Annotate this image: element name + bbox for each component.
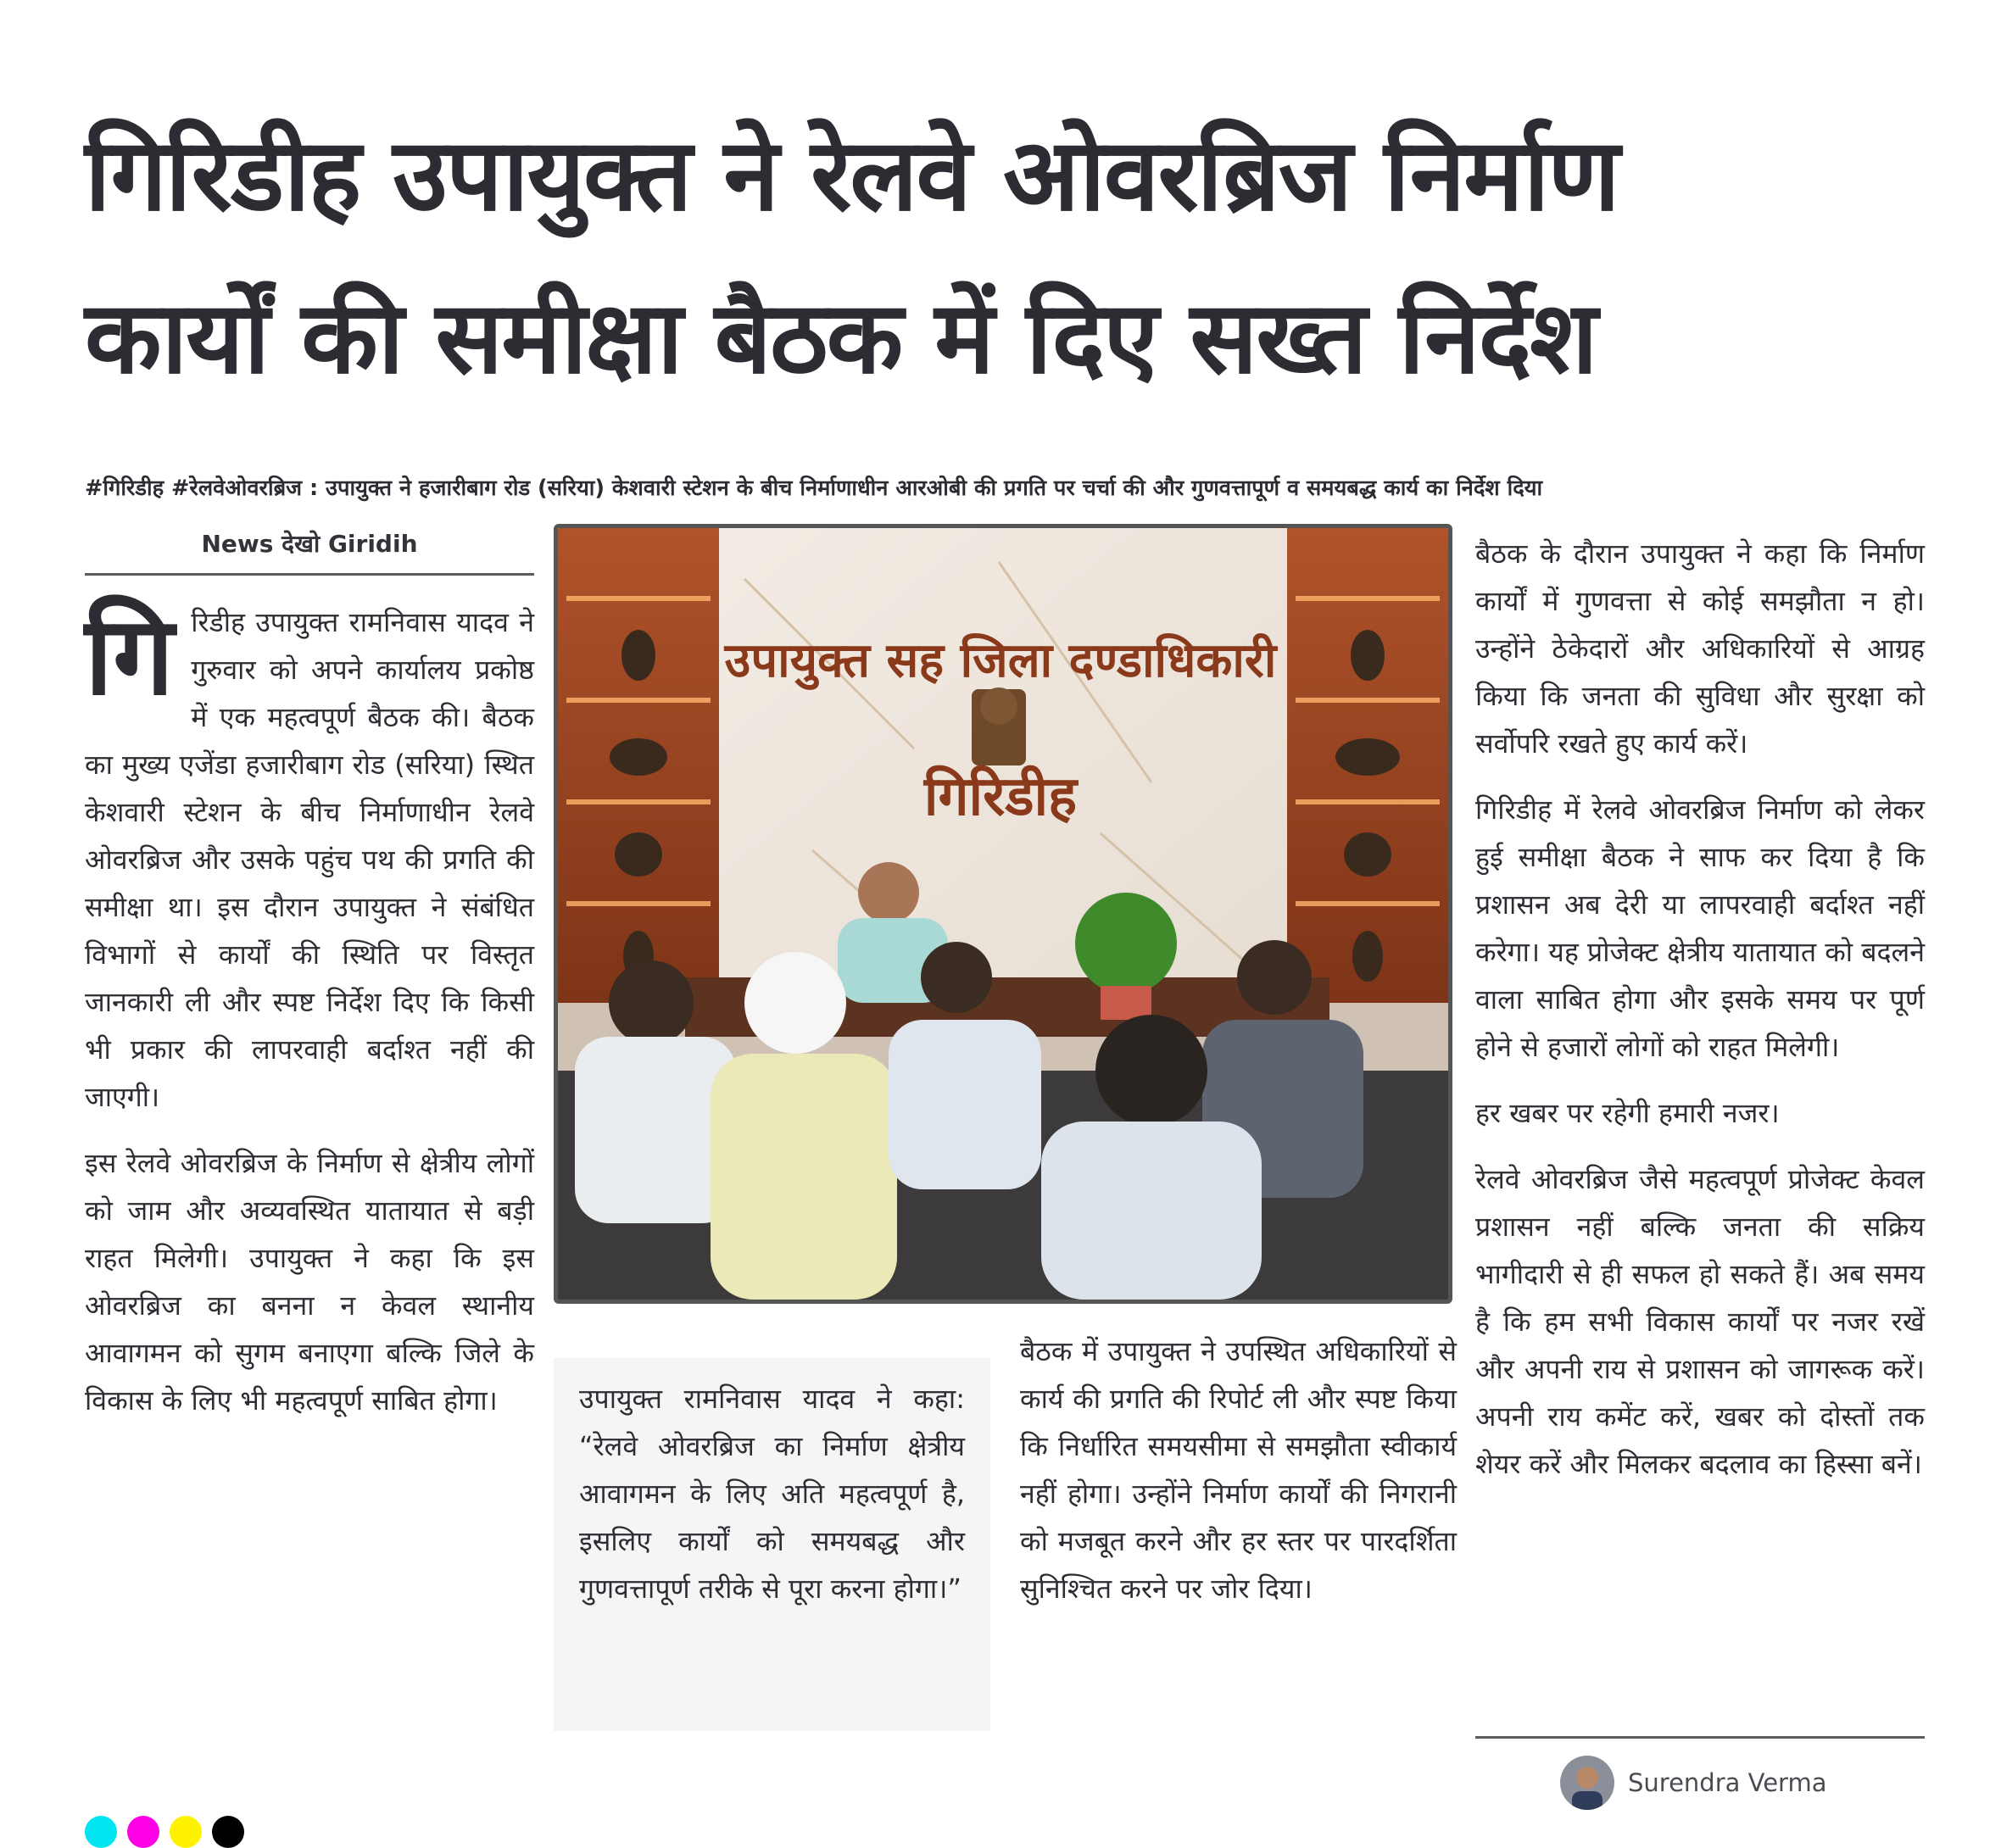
meeting-photo (554, 524, 1452, 1304)
avatar (1560, 1756, 1614, 1810)
cyan-dot (85, 1816, 117, 1848)
author-name: Surendra Verma (1628, 1768, 1827, 1797)
article-column-3 (1020, 1328, 1457, 1612)
article-column-1 (85, 593, 534, 1424)
dropcap: गि (85, 593, 175, 720)
paragraph: रेलवे ओवरब्रिज जैसे महत्वपूर्ण प्रोजेक्ट केवल प्रशासन नहीं बल्कि जनता की सक्रिय भागीदारी से ही सफल हो सकते हैं। अब समय है कि हम सभी विकास कार्यों पर नजर रखें और अपनी राय से प्रशासन को जागरूक करें। अपनी राय कमेंट करें, खबर को दोस्तों तक शेयर करें और मिलकर बदलाव का हिस्सा बनें। (1475, 1163, 1925, 1480)
magenta-dot (127, 1816, 159, 1848)
paragraph: गिरिडीह में रेलवे ओवरब्रिज निर्माण को लेकर हुई समीक्षा बैठक ने साफ कर दिया है कि प्रशासन अब देरी या लापरवाही बर्दाश्त नहीं करेगा। यह प्रोजेक्ट क्षेत्रीय यातायात को बदलने वाला साबित होगा और इसके समय पर पूर्ण होने से हजारों लोगों को राहत मिलेगी। (1475, 793, 1925, 1063)
byline-rule (85, 573, 534, 576)
pull-quote-text: उपायुक्त रामनिवास यादव ने कहा: “रेलवे ओवरब्रिज का निर्माण क्षेत्रीय आवागमन के लिए अति महत्वपूर्ण है, इसलिए कार्यों को समयबद्ध और गुणवत्तापूर्ण तरीके से पूरा करना होगा।” (579, 1383, 965, 1605)
headline-line-1: गिरिडीह उपायुक्त ने रेलवे ओवरब्रिज निर्माण (85, 116, 1619, 233)
headline (85, 93, 1933, 419)
paragraph (85, 593, 534, 1121)
meeting-photo-illustration (558, 528, 1448, 1300)
paragraph: बैठक के दौरान उपायुक्त ने कहा कि निर्माण कार्यों में गुणवत्ता से कोई समझौता न हो। उन्होंने ठेकेदारों और अधिकारियों से आग्रह किया कि जनता की सुविधा और सुरक्षा को सर्वोपरि रखते हुए कार्य करें। (1475, 537, 1925, 760)
paragraph: इस रेलवे ओवरब्रिज के निर्माण से क्षेत्रीय लोगों को जाम और अव्यवस्थित यातायात से बड़ी राहत मिलेगी। उपायुक्त ने कहा कि इस ओवरब्रिज का बनना न केवल स्थानीय आवागमन को सुगम बनाएगा बल्कि जिले के विकास के लिए भी महत्वपूर्ण साबित होगा। (85, 1147, 534, 1417)
paragraph: हर खबर पर रहेगी हमारी नजर। (1475, 1097, 1780, 1129)
print-registration-dots (85, 1816, 244, 1848)
office-sign-top: उपायुक्त सह जिला दण्डाधिकारी (724, 633, 1277, 688)
pull-quote (579, 1375, 965, 1612)
emblem-icon (972, 687, 1026, 765)
headline-line-2: कार्यों की समीक्षा बैठक में दिए सख्त निर्देश (85, 279, 1597, 396)
paragraph: बैठक में उपायुक्त ने उपस्थित अधिकारियों से कार्य की प्रगति की रिपोर्ट ली और स्पष्ट किया कि निर्धारित समयसीमा से समझौता स्वीकार्य नहीं होगा। उन्होंने निर्माण कार्यों की निगरानी को मजबूत करने और हर स्तर पर पारदर्शिता सुनिश्चित करने पर जोर दिया। (1020, 1335, 1457, 1605)
black-dot (212, 1816, 244, 1848)
tagline: #गिरिडीह #रेलवेओवरब्रिज : उपायुक्त ने हजारीबाग रोड (सरिया) केशवारी स्टेशन के बीच निर्माणाधीन आरओबी की प्रगति पर चर्चा की और गुणवत्तापूर्ण व समयबद्ध कार्य का निर्देश दिया (85, 476, 1543, 501)
article-column-4 (1475, 530, 1925, 1488)
avatar-icon (1560, 1756, 1614, 1810)
byline: News देखो Giridih (201, 530, 418, 558)
paragraph-text: रिडीह उपायुक्त रामनिवास यादव ने गुरुवार को अपने कार्यालय प्रकोष्ठ में एक महत्वपूर्ण बैठक की। बैठक का मुख्य एजेंडा हजारीबाग रोड (सरिया) स्थित केशवारी स्टेशन के बीच निर्माणाधीन रेलवे ओवरब्रिज और उसके पहुंच पथ की प्रगति की समीक्षा था। इस दौरान उपायुक्त ने संबंधित विभागों से कार्यों की स्थिति पर विस्तृत जानकारी ली और स्पष्ट निर्देश दिए कि किसी भी प्रकार की लापरवाही बर्दाश्त नहीं की जाएगी। (85, 606, 534, 1113)
yellow-dot (170, 1816, 202, 1848)
office-sign-bottom: गिरिडीह (923, 765, 1078, 828)
author-rule (1475, 1736, 1925, 1739)
author-credit (1560, 1753, 1826, 1812)
